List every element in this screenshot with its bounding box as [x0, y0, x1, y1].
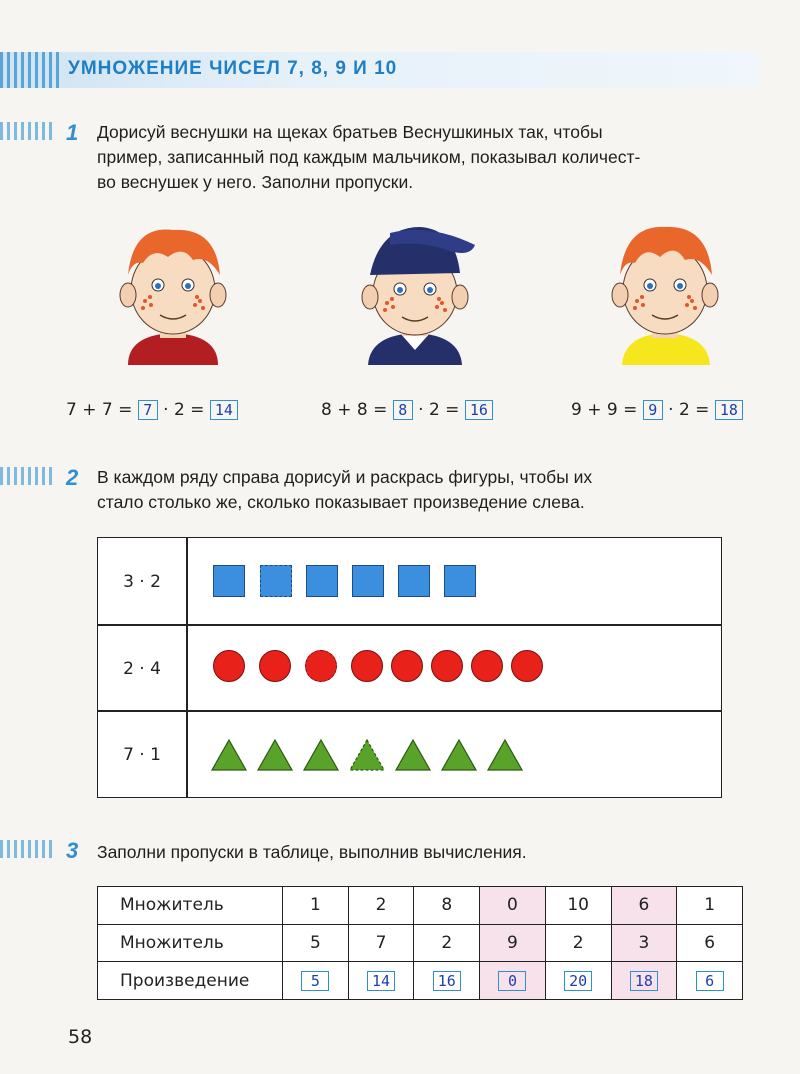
shapes-table: [97, 537, 722, 798]
product-answer[interactable]: 16: [433, 971, 461, 991]
equation-3-mid: · 2 =: [668, 400, 710, 420]
circle-3-dashed: [305, 650, 337, 682]
task-1-number: 1: [66, 120, 79, 145]
circle-7: [471, 650, 503, 682]
table-cell: 3: [611, 924, 677, 962]
equation-1: [66, 400, 238, 420]
triangle-1: [210, 738, 248, 772]
task-2-line-1: В каждом ряду справа дорисуй и раскрась фигуры, чтобы их: [97, 467, 593, 487]
square-4: [352, 565, 384, 597]
shapes-table-divider: [186, 538, 188, 797]
table-cell: 0: [480, 887, 546, 925]
triangle-3: [302, 738, 340, 772]
page-number: 58: [68, 1026, 93, 1048]
circle-4: [351, 650, 383, 682]
table-cell: 1: [677, 887, 743, 925]
boy-1-illustration: [98, 215, 248, 365]
multiplication-table: [97, 886, 743, 1000]
task-1-line-1: Дорисуй веснушки на щеках братьев Веснушкиных так, чтобы: [97, 122, 603, 142]
task-1-side-mark: [0, 122, 55, 140]
table-cell[interactable]: [677, 962, 743, 1000]
table-cell: 6: [611, 887, 677, 925]
product-answer[interactable]: 20: [564, 971, 592, 991]
equation-1-mid: · 2 =: [163, 400, 205, 420]
circle-5: [391, 650, 423, 682]
table-cell[interactable]: [348, 962, 414, 1000]
boy-3-illustration: [590, 215, 740, 365]
table-cell: 10: [545, 887, 611, 925]
equation-2-answer-b[interactable]: 16: [465, 400, 493, 420]
task-3-text: Заполни пропуски в таблице, выполнив вычисления.: [97, 842, 527, 862]
triangle-2: [256, 738, 294, 772]
page-title: УМНОЖЕНИЕ ЧИСЕЛ 7, 8, 9 И 10: [68, 58, 398, 79]
triangle-7: [486, 738, 524, 772]
table-cell: 2: [348, 887, 414, 925]
table-cell: 5: [283, 924, 349, 962]
equation-3: [571, 400, 743, 420]
equation-1-left: 7 + 7 =: [66, 400, 133, 420]
table-cell[interactable]: [480, 962, 546, 1000]
task-2-side-mark: [0, 467, 55, 485]
equation-2: [321, 400, 493, 420]
header-stripe: [0, 52, 60, 88]
triangle-4-dashed: [348, 738, 386, 772]
square-3: [306, 565, 338, 597]
task-1-text: [97, 120, 767, 195]
product-answer[interactable]: 5: [301, 971, 329, 991]
table-cell: 2: [414, 924, 480, 962]
circle-1: [213, 650, 245, 682]
product-answer[interactable]: 14: [367, 971, 395, 991]
triangle-6: [440, 738, 478, 772]
square-6: [444, 565, 476, 597]
table-cell: 9: [480, 924, 546, 962]
table-row-multiplier-1: [98, 887, 743, 925]
equation-1-answer-a[interactable]: 7: [138, 400, 158, 420]
shapes-table-row-line-2: [98, 710, 721, 712]
square-5: [398, 565, 430, 597]
row-2-label: 2 · 4: [123, 659, 161, 679]
equation-2-mid: · 2 =: [418, 400, 460, 420]
row-label: Множитель: [98, 924, 283, 962]
task-2-text: [97, 465, 767, 515]
row-label: Произведение: [98, 962, 283, 1000]
table-row-product: [98, 962, 743, 1000]
task-1-line-2: пример, записанный под каждым мальчиком, показывал количест-: [97, 147, 641, 167]
equation-2-answer-a[interactable]: 8: [393, 400, 413, 420]
table-cell: 6: [677, 924, 743, 962]
table-cell: 7: [348, 924, 414, 962]
table-cell[interactable]: [545, 962, 611, 1000]
equation-2-left: 8 + 8 =: [321, 400, 388, 420]
equation-1-answer-b[interactable]: 14: [210, 400, 238, 420]
row-1-label: 3 · 2: [123, 572, 161, 592]
triangle-5: [394, 738, 432, 772]
table-cell[interactable]: [414, 962, 480, 1000]
row-3-label: 7 · 1: [123, 745, 161, 765]
square-1: [213, 565, 245, 597]
task-3-number: 3: [66, 838, 79, 863]
task-1-line-3: во веснушек у него. Заполни пропуски.: [97, 172, 414, 192]
task-3-side-mark: [0, 840, 55, 858]
square-2-dashed: [260, 565, 292, 597]
equation-3-left: 9 + 9 =: [571, 400, 638, 420]
task-2-line-2: стало столько же, сколько показывает произведение слева.: [97, 492, 585, 512]
boy-2-illustration: [340, 215, 490, 365]
table-cell: 8: [414, 887, 480, 925]
equation-3-answer-b[interactable]: 18: [715, 400, 743, 420]
table-cell: 2: [545, 924, 611, 962]
row-label: Множитель: [98, 887, 283, 925]
product-answer[interactable]: 6: [696, 971, 724, 991]
task-2-number: 2: [66, 465, 79, 490]
circle-8: [511, 650, 543, 682]
product-answer[interactable]: 18: [630, 971, 658, 991]
table-cell[interactable]: [283, 962, 349, 1000]
table-row-multiplier-2: [98, 924, 743, 962]
table-cell: 1: [283, 887, 349, 925]
equation-3-answer-a[interactable]: 9: [643, 400, 663, 420]
circle-2: [259, 650, 291, 682]
product-answer[interactable]: 0: [498, 971, 526, 991]
table-cell[interactable]: [611, 962, 677, 1000]
shapes-table-row-line-1: [98, 624, 721, 626]
circle-6: [431, 650, 463, 682]
